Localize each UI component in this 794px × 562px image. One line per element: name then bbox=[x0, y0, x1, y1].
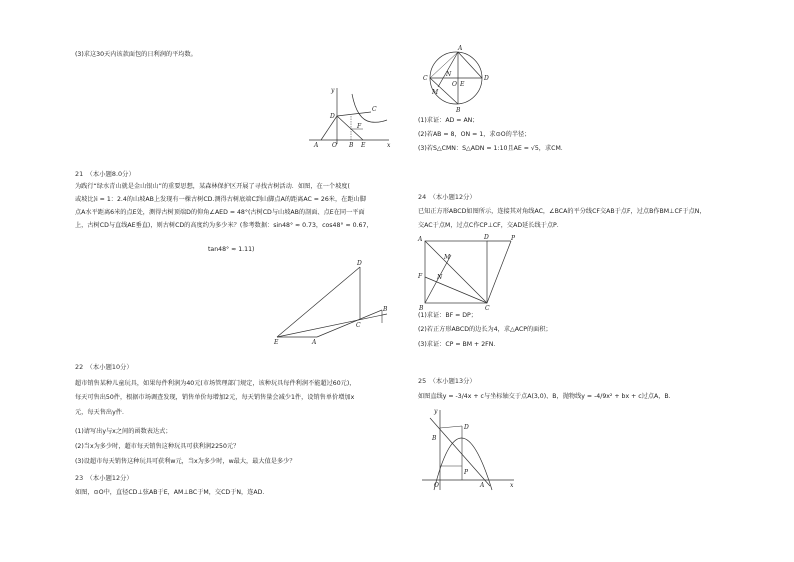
label-E: E bbox=[361, 142, 366, 149]
q21-line: 为践行“绿水青山就是金山银山”的重要思想，某森林保护区开展了寻找古树活动．如图，在一个坡度( bbox=[75, 183, 350, 190]
q23-line: 如图，⊙O中，直径CD⊥弦AB于E，AM⊥BC于M，交CD于N，连AD． bbox=[75, 489, 269, 496]
q24-part: (2)若正方形ABCD的边长为4，求△ACP的面积； bbox=[418, 326, 552, 333]
label-A: A bbox=[458, 45, 463, 52]
label-O: O bbox=[452, 81, 457, 88]
label-D: D bbox=[330, 113, 335, 120]
label-A: A bbox=[480, 482, 485, 489]
label-F: F bbox=[418, 273, 423, 280]
label-P: P bbox=[511, 235, 516, 242]
q24-line: 交AC于点M，过点C作CP⊥CF，交AD延长线于点P． bbox=[418, 222, 563, 229]
q23-figure bbox=[418, 45, 493, 113]
q21-line: 或坡比)i = 1：2.4的山坡AB上发现有一棵古树CD.测得古树底端C到山脚点A的距离AC = 26米，在距山脚 bbox=[75, 196, 366, 203]
q22-heading: 22 （本小题10分） bbox=[75, 363, 133, 371]
label-D: D bbox=[464, 424, 469, 431]
q24-figure bbox=[415, 233, 525, 311]
label-M: M bbox=[444, 254, 451, 261]
q23-part: (2)若AB = 8，ON = 1，求⊙O的半径； bbox=[418, 131, 531, 138]
q23-part: (1)求证：AD = AN； bbox=[418, 117, 479, 124]
q21-figure bbox=[272, 259, 397, 345]
q24-part: (3)求证：CP = BM + 2FN． bbox=[418, 341, 500, 348]
label-E: E bbox=[274, 339, 279, 346]
q23-heading: 23 （本小题12分） bbox=[75, 474, 133, 482]
label-B: B bbox=[419, 305, 424, 312]
label-x: x bbox=[387, 142, 391, 149]
label-P: P bbox=[464, 469, 469, 476]
label-D: D bbox=[357, 260, 362, 267]
label-D: D bbox=[484, 234, 489, 241]
label-A: A bbox=[418, 236, 423, 243]
label-B: B bbox=[349, 142, 354, 149]
label-A: A bbox=[314, 142, 319, 149]
label-y: y bbox=[434, 408, 438, 415]
label-C: C bbox=[372, 106, 377, 113]
q21-heading: 21 （本小题8.0分） bbox=[75, 170, 135, 178]
label-C: C bbox=[423, 75, 428, 82]
q24-heading: 24 （本小题12分） bbox=[418, 193, 476, 201]
label-B: B bbox=[383, 306, 388, 313]
label-F: F bbox=[357, 123, 362, 130]
q22-line: (2)当x为多少时，超市每天销售这种玩具可获利润2250元？ bbox=[75, 443, 240, 450]
label-C: C bbox=[485, 305, 490, 312]
label-N: N bbox=[446, 71, 452, 78]
label-y: y bbox=[331, 87, 335, 94]
q20-figure bbox=[305, 86, 395, 148]
q21-line: tan48° ≈ 1.11) bbox=[208, 246, 255, 253]
q21-line: 点A水平距离6米的点E处，测得古树顶端D的仰角∠AED = 48°(古树CD与山坡AB的剖面、点E在同一平面 bbox=[75, 209, 365, 216]
q21-line: 上，古树CD与直线AE垂直)，则古树CD的高度约为多少米？(参考数据：sin48° ≈ 0.73，cos48° ≈ 0.67， bbox=[75, 222, 373, 229]
q22-line: 元，每天售出y件． bbox=[75, 409, 129, 416]
label-D: D bbox=[484, 75, 489, 82]
q25-line: 如图直线y = -3/4x + c与坐标轴交于点A(3,0)、B，抛物线y = -4/9x² + bx + c过点A，B． bbox=[418, 393, 675, 400]
label-A: A bbox=[312, 339, 317, 346]
label-O: O bbox=[434, 482, 439, 489]
label-B: B bbox=[456, 107, 461, 114]
q22-line: (3)设超市每天销售这种玩具可获利w元，当x为多少时，w最大，最大值是多少？ bbox=[75, 458, 296, 465]
q25-figure bbox=[420, 406, 520, 492]
q22-line: (1)请写出y与x之间的函数表达式； bbox=[75, 428, 172, 435]
label-N: N bbox=[437, 274, 443, 281]
q25-heading: 25 （本小题13分） bbox=[418, 377, 476, 385]
q22-line: 每天可售出50件，根据市场调查发现，销售单价每增加2元，每天销售量会减少1件，设销售单价增加x bbox=[75, 394, 355, 401]
q20-part3: (3)求这30天内该款面包的日利润的平均数。 bbox=[75, 51, 197, 58]
q24-part: (1)求证：BF = DP； bbox=[418, 312, 477, 319]
q24-line: 已知正方形ABCD如图所示，连接其对角线AC，∠BCA的平分线CF交AB于点F，过点B作BM⊥CF于点N， bbox=[418, 208, 706, 215]
q22-line: 超市销售某种儿童玩具，如果每件利润为40元(市场管理部门规定，该种玩具每件利润不能超过60元)， bbox=[75, 380, 356, 387]
label-O: O bbox=[332, 142, 337, 149]
label-M: M bbox=[432, 89, 439, 96]
label-E: E bbox=[460, 81, 465, 88]
label-x: x bbox=[510, 482, 514, 489]
q23-part: (3)若S△CMN：S△ADN = 1:10且AE = √5，求CM． bbox=[418, 145, 567, 152]
label-B: B bbox=[432, 435, 437, 442]
label-C: C bbox=[356, 322, 361, 329]
